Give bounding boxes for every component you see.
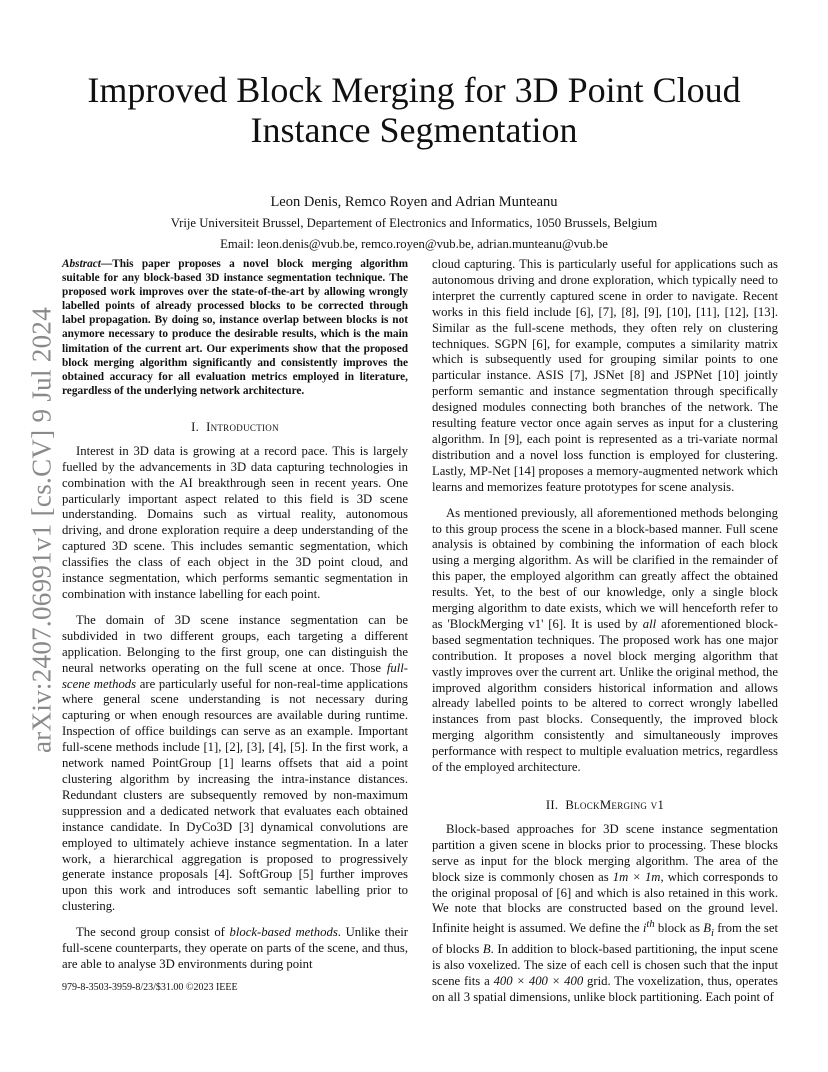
author-names: Leon Denis, Remco Royen and Adrian Munteanu: [270, 194, 558, 210]
emphasis: block-based methods: [229, 925, 338, 940]
emphasis: all: [642, 616, 657, 631]
math-grid: 400 × 400 × 400: [493, 973, 584, 988]
text-run: Block-based approaches for 3D scene instance segmentation partition a given scene in blocks prior to processing. These blocks serve as input for the block merging algorithm. The area of the block size is commonly chosen as: [432, 821, 778, 884]
paper-title: [60, 70, 768, 150]
text-run: . Unlike their full-scene counterparts, they operate on parts of the scene, and thus, are able to analyse 3D environments during point: [62, 925, 409, 971]
abstract: [62, 257, 408, 398]
title-line-2: Instance Segmentation: [250, 110, 578, 150]
emphasis: full-scene methods: [62, 660, 408, 691]
math-B: B: [703, 921, 711, 936]
section-title: Introduction: [206, 419, 279, 434]
text-run: block as: [654, 921, 704, 936]
abstract-text: —This paper proposes a novel block merging algorithm suitable for any block-based 3D instance segmentation technique. The proposed work improves over the state-of-the-art by allowing wrongly labelled points of already processed blocks to be corrected through label propagation. By doing so, instance overlap between blocks is not anymore necessary to produce the desirable results, which is the main limitation of the current art. Our experiments show that the proposed block merging algorithm significantly and consistently improves the obtained accuracy for all evaluation metrics employed in literature, regardless of the underlying network architecture.: [62, 258, 408, 397]
paragraph: [432, 822, 778, 1006]
email-line: Email: leon.denis@vub.be, remco.royen@vub.be, adrian.munteanu@vub.be: [220, 237, 608, 251]
paragraph: Interest in 3D data is growing at a record pace. This is largely fuelled by the advancements in 3D data capturing technologies in combination with the AI breakthrough seen in recent years. One particularly important aspect related to this field is 3D scene understanding. Domains such as virtual reality, autonomous driving, and drone exploration require a deep understanding of the captured 3D scene. This includes semantic segmentation, which classifies the class of each object in the 3D point cloud, and instance segmentation, which performs semantic segmentation in combination with instance labelling for each point.: [62, 443, 408, 601]
text-run: . In addition to block-based partitioning, the input scene is also voxelized. The size of each cell is chosen such that the input scene fits a: [432, 942, 779, 988]
math-set-B: B: [482, 942, 491, 957]
arxiv-id-text: arXiv:2407.06991v1 [cs.CV] 9 Jul 2024: [26, 306, 57, 754]
text-run: The second group consist of: [76, 925, 230, 940]
text-run: are particularly useful for non-real-time applications where general scene understanding is not necessary during capturing or when enough resources are available during runtime. Inspection of office buildings can serve as an example. Important full-scene methods include [1], [2], [3], [4], [5]. In the first work, a network named PointGroup [1] learns offsets that aid a point clustering algorithm by increasing the intra-instance distances. Redundant clusters are subsequently removed by non-maximum suppression and a dedicated network that evaluates each obtained instance candidate. In DyCo3D [3] dynamical convolutions are employed to ultimately achieve instance segmentation. In a later work, a hierarchical aggregation is proposed to progressively generate instance proposals [4]. SoftGroup [5] further improves upon this work and introduces soft semantic labelling prior to clustering.: [62, 676, 408, 914]
left-column: [62, 257, 408, 983]
section-heading-blockmerging: [432, 798, 778, 814]
paragraph: [62, 613, 408, 915]
text-run: from the set of blocks: [432, 921, 778, 957]
text-run: The domain of 3D scene instance segmentation can be subdivided in two different groups, each targeting a different application. Belonging to the first group, one can distinguish the neural networks operating on the full scene at once. Those: [62, 612, 408, 675]
paragraph: [432, 506, 778, 776]
text-run: As mentioned previously, all aforementioned methods belonging to this group process the scene in a block-based manner. Full scene analysis is obtained by combining the information of each block using a merging algorithm. As will be clarified in the remainder of this paper, the employed algorithm can greatly affect the obtained results. Yet, to the best of our knowledge, only a single block merging algorithm to date exists, which we will henceforth refer to as 'BlockMerging v1' [6]. It is used by: [432, 505, 778, 631]
math-sub-i: i: [710, 928, 714, 940]
section-number: I.: [191, 419, 200, 434]
arxiv-side-stamp: [22, 300, 62, 760]
text-run: grid. The voxelization, thus, operates on all 3 spatial dimensions, unlike block partitioning. Each point of: [432, 973, 778, 1004]
author-block: [60, 192, 768, 255]
affiliation: Vrije Universiteit Brussel, Departement of Electronics and Informatics, 1050 Brussels, Belgium: [170, 216, 658, 230]
section-title: BlockMerging v1: [565, 798, 665, 812]
paragraph: cloud capturing. This is particularly useful for applications such as autonomous driving and drone exploration, which typically need to interpret the currently captured scene in order to navigate. Recent works in this field include [6], [7], [8], [9], [10], [11], [12], [13]. Similar as the full-scene methods, they often rely on clustering techniques. SGPN [6], for example, computes a similarity matrix which is subsequently used for grouping similar points to one particular instance. ASIS [7], JSNet [8] and JSPNet [10] jointly perform semantic and instance segmentation through specifically designed modules connecting both branches of the network. The resulting feature vector once again serves as input for a clustering algorithm. In [9], each point is represented as a tri-variate normal distribution and a novel loss function is employed for clustering. Lastly, MP-Net [14] proposes a memory-augmented network which learns and memorizes feature prototypes for scene analysis.: [432, 257, 778, 494]
section-number: II.: [545, 798, 559, 812]
math-block-size: 1m × 1m: [612, 869, 661, 884]
title-line-1: Improved Block Merging for 3D Point Cloud: [87, 70, 741, 110]
text-run: , which corresponds to the original proposal of [6] and which is also retained in this work. We note that blocks are constructed based on the ground level. Infinite height is assumed. We define the: [432, 869, 778, 936]
section-heading-introduction: [62, 420, 408, 436]
math-th: th: [646, 919, 655, 931]
math-i: i: [642, 921, 647, 936]
text-run: aforementioned block-based segmentation techniques. The proposed work has one major contribution. It proposes a novel block merging algorithm that vastly improves over the current art. Unlike the original method, the improved algorithm considers historical information and allows already labelled points to be altered to correct wrongly labelled instances from past blocks. Consequently, the improved block merging algorithm consistently and simultaneously improves performance with respect to multiple evaluation metrics, regardless of the employed architecture.: [432, 616, 778, 775]
right-column: [432, 257, 778, 1016]
paragraph: [62, 925, 408, 973]
copyright-footer: 979-8-3503-3959-8/23/$31.00 ©2023 IEEE: [62, 982, 238, 993]
abstract-lead: Abstract: [62, 258, 101, 270]
